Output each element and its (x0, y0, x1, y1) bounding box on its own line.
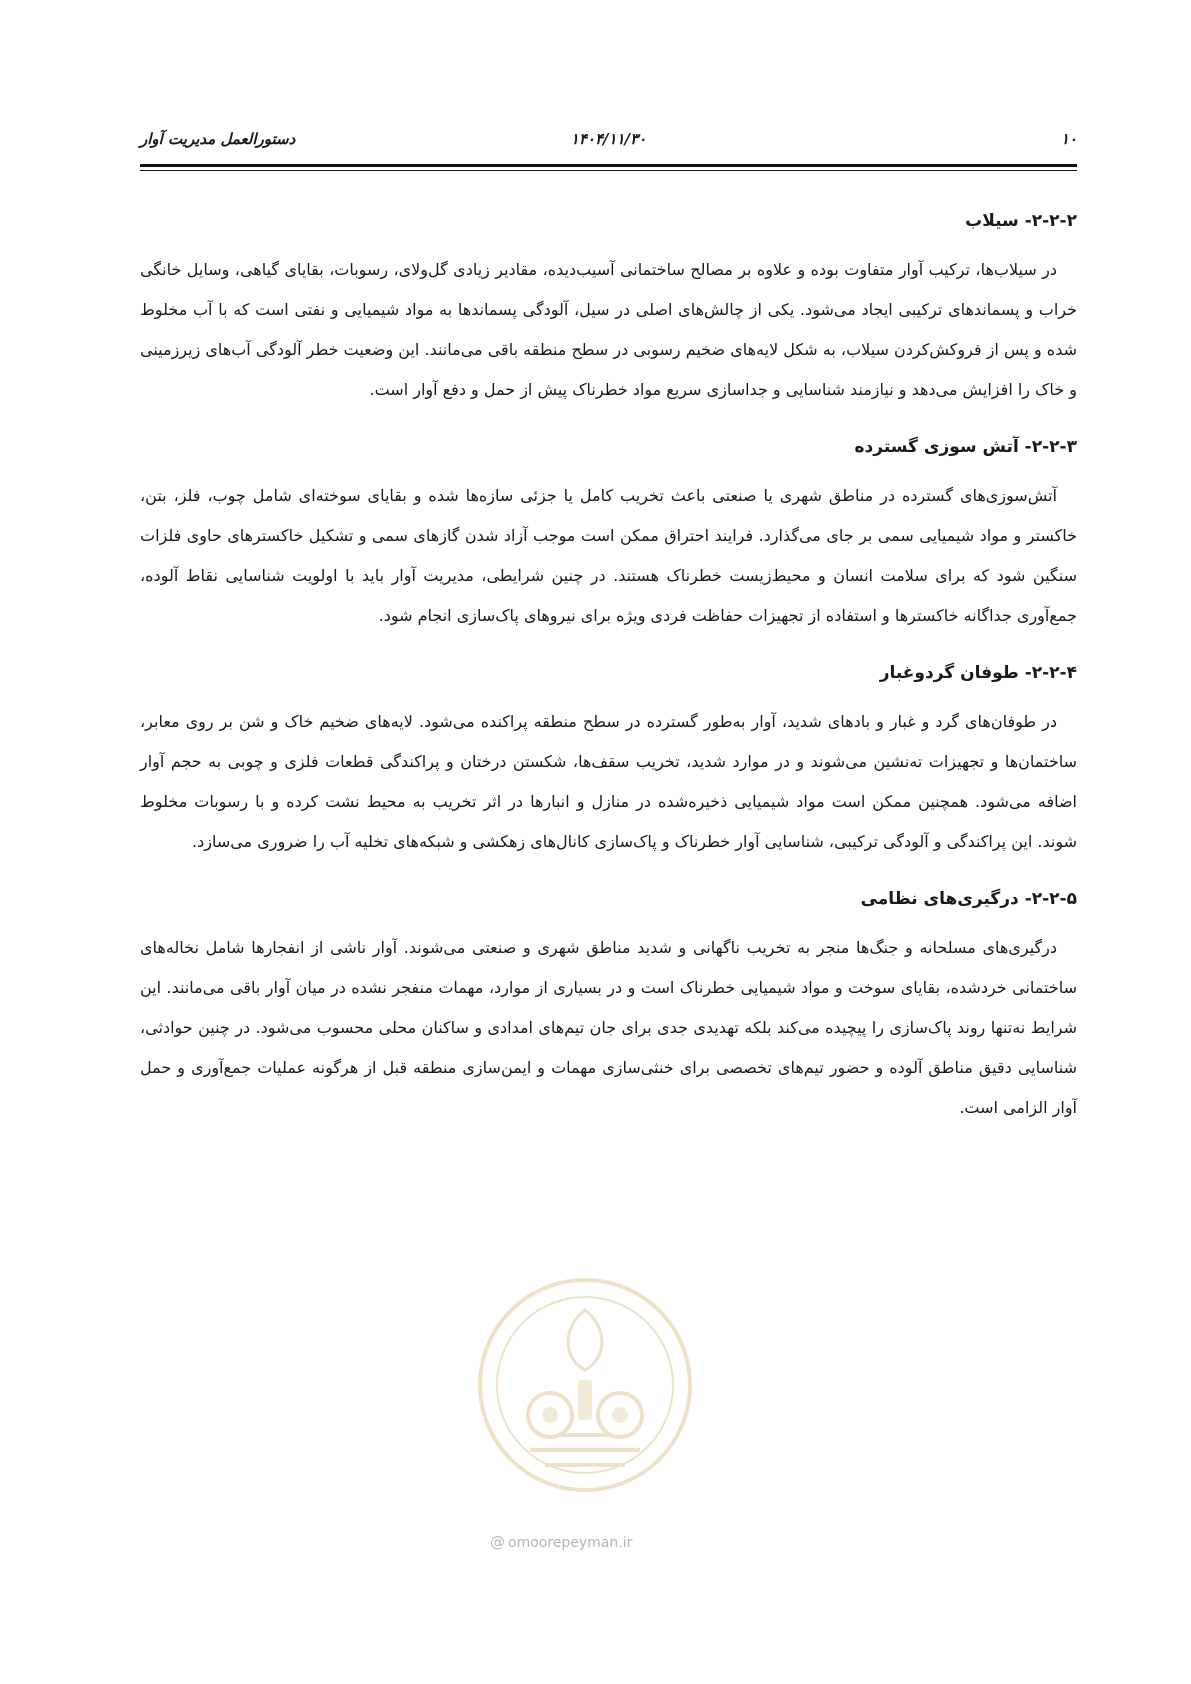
document-body (140, 208, 1077, 1152)
section-heading: ۲-۲-۲- سیلاب (965, 211, 1077, 231)
section-military-conflict (140, 886, 1077, 1128)
section-paragraph: در طوفان‌های گرد و غبار و بادهای شدید، آوار به‌طور گسترده در سطح منطقه پراکنده می‌شود. لایه‌های ضخیم خاک و شن بر روی معابر، ساختمان‌ها و تجهیزات ته‌نشین می‌شوند و در موارد شدید، تخریب سقف‌ها، شکستن درختان و پراکندگی قطعات فلزی و چوبی به حجم آوار اضافه می‌شود. همچنین ممکن است مواد شیمیایی ذخیره‌شده در منازل و انبارها در اثر تخریب به محیط نشت کرده و با رسوبات مخلوط شوند. این پراکندگی و آلودگی ترکیبی، شناسایی آوار خطرناک و پاک‌سازی کانال‌های زهکشی و شبکه‌های تخلیه آب را ضروری می‌سازد. (140, 712, 1077, 851)
header-date: ۱۴۰۴/۱۱/۳۰ (570, 130, 647, 148)
page-number: ۱۰ (1060, 130, 1077, 148)
section-paragraph: آتش‌سوزی‌های گسترده در مناطق شهری یا صنعتی باعث تخریب کامل یا جزئی سازه‌ها شده و بقایای سوخته‌ای شامل چوب، فلز، بتن، خاکستر و مواد شیمیایی سمی بر جای می‌گذارد. فرایند احتراق ممکن است موجب آزاد شدن گازهای سمی و تشکیل خاکسترهای حاوی فلزات سنگین شود که برای سلامت انسان و محیط‌زیست خطرناک هستند. در چنین شرایطی، مدیریت آوار باید با اولویت شناسایی نقاط آلوده، جمع‌آوری جداگانه خاکسترها و استفاده از تجهیزات حفاظت فردی ویژه برای نیروهای پاک‌سازی انجام شود. (140, 486, 1077, 625)
header-rule-thick (140, 164, 1077, 167)
section-dust-storm (140, 660, 1077, 862)
page-header (140, 120, 1077, 164)
section-wildfire (140, 434, 1077, 636)
section-paragraph: درگیری‌های مسلحانه و جنگ‌ها منجر به تخریب ناگهانی و شدید مناطق شهری و صنعتی می‌شوند. آوار ناشی از انفجارها شامل نخاله‌های ساختمانی خردشده، بقایای سوخت و مواد شیمیایی خطرناک است و در بسیاری از موارد، مهمات منفجر نشده در میان آوار باقی می‌مانند. این شرایط نه‌تنها روند پاک‌سازی را پیچیده می‌کند بلکه تهدیدی جدی برای جان تیم‌های امدادی و ساکنان محلی محسوب می‌شود. در چنین حوادثی، شناسایی دقیق مناطق آلوده و حضور تیم‌های تخصصی برای خنثی‌سازی مهمات و ایمن‌سازی منطقه قبل از هرگونه عملیات جمع‌آوری و حمل آوار الزامی است. (140, 938, 1077, 1117)
watermark-url-text: omoorepeyman.ir (508, 1535, 633, 1551)
document-title: دستورالعمل مدیریت آوار (140, 130, 296, 148)
section-heading: ۲-۲-۴- طوفان گردوغبار (879, 663, 1077, 683)
watermark-seal-icon (470, 1270, 700, 1500)
section-flood (140, 208, 1077, 410)
section-heading: ۲-۲-۳- آتش سوزی گسترده (854, 437, 1077, 457)
at-icon: @ (490, 1533, 505, 1551)
section-paragraph: در سیلاب‌ها، ترکیب آوار متفاوت بوده و علاوه بر مصالح ساختمانی آسیب‌دیده، مقادیر زیادی گل‌ولای، رسوبات، بقایای گیاهی، وسایل خانگی خراب و پسماندهای ترکیبی ایجاد می‌شود. یکی از چالش‌های اصلی در سیل، آلودگی پسماندها به مواد شیمیایی و نفتی است که با آب مخلوط شده و پس از فروکش‌کردن سیلاب، به شکل لایه‌های ضخیم رسوبی در سطح منطقه باقی می‌مانند. این وضعیت خطر آلودگی آب‌های زیرزمینی و خاک را افزایش می‌دهد و نیازمند شناسایی و جداسازی سریع مواد خطرناک پیش از حمل و دفع آوار است. (140, 260, 1077, 399)
watermark-url (490, 1533, 632, 1551)
header-rule-thin (140, 170, 1077, 171)
section-heading: ۲-۲-۵- درگیری‌های نظامی (860, 889, 1077, 909)
